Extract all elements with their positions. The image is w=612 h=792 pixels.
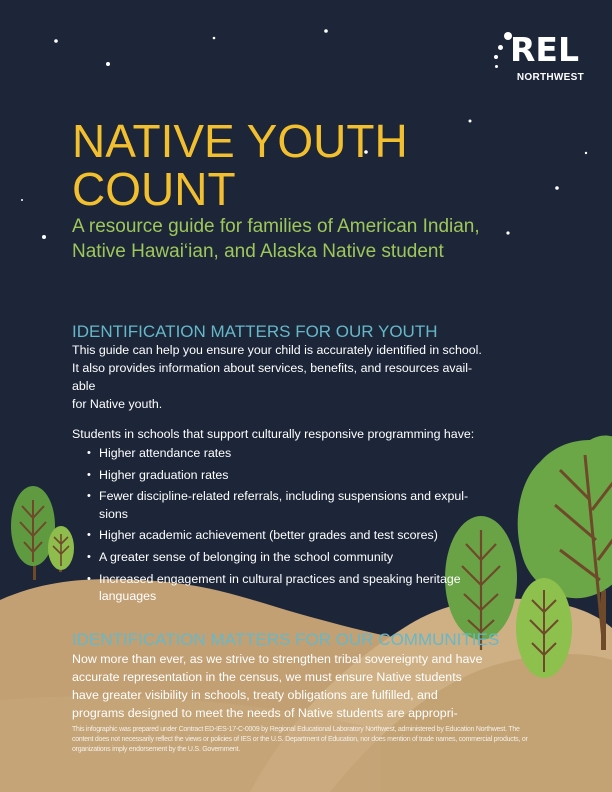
list-item-text: Fewer discipline-related referrals, including suspensions and expul-sions — [99, 489, 469, 521]
list-item — [72, 445, 492, 462]
bullet-icon: • — [87, 490, 91, 503]
list-item — [72, 467, 492, 484]
page-title: NATIVE YOUTH COUNT — [72, 115, 408, 215]
list-item-text: Higher attendance rates — [99, 446, 232, 460]
list-item — [72, 527, 492, 544]
list-item — [72, 488, 492, 522]
list-item — [72, 571, 492, 605]
list-item-text: A greater sense of belonging in the school community — [99, 550, 394, 565]
list-item — [72, 549, 492, 566]
footer-disclaimer: This infographic was prepared under Contract ED-IES-17-C-0009 by Regional Educational Laboratory Northwest, administered by Education Northwest. The content does not necessarily reflect the views or policies of IES or the U.S. Department of Education, nor does mention of trade names, commercial products, or organizations imply endorsement by the U.S. Government. — [72, 726, 528, 753]
body-line: programs designed to meet the needs of Native students are appropri- — [72, 706, 458, 720]
body-line: Now more than ever, as we strive to strengthen tribal sovereignty and have — [72, 652, 483, 666]
left-trees — [11, 486, 74, 580]
intro-line: for Native youth. — [72, 397, 163, 411]
communities-section-heading: IDENTIFICATION MATTERS FOR OUR COMMUNITIES — [72, 630, 500, 649]
list-item-text: Higher graduation rates — [99, 467, 229, 482]
list-item-text: Increased engagement in cultural practices and speaking heritage languages — [99, 571, 461, 603]
youth-intro-paragraph — [72, 341, 492, 413]
intro-line: able — [72, 379, 96, 393]
communities-paragraph — [72, 650, 512, 722]
rel-northwest-logo — [492, 30, 588, 88]
bullet-icon: • — [87, 572, 91, 585]
bullet-icon: • — [87, 529, 91, 542]
list-item-text: Higher academic achievement (better grades and test scores) — [99, 528, 438, 543]
benefits-list — [72, 445, 492, 610]
bullets-lead-text: Students in schools that support culturally responsive programming have: — [72, 427, 475, 441]
body-line: accurate representation in the census, we must ensure Native students — [72, 670, 462, 684]
intro-line: This guide can help you ensure your child is accurately identified in school. — [72, 343, 482, 357]
body-line: have greater visibility in schools, treaty obligations are fulfilled, and — [72, 688, 438, 702]
bullet-icon: • — [87, 468, 91, 481]
logo-wordmark: REL — [510, 30, 579, 69]
bullet-icon: • — [87, 447, 91, 459]
bullet-icon: • — [87, 551, 91, 564]
logo-subtitle: NORTHWEST — [516, 72, 584, 83]
page-subtitle: A resource guide for families of American Indian, Native Hawai‘ian, and Alaska Native student — [72, 216, 480, 262]
intro-line: It also provides information about services, benefits, and resources avail- — [72, 361, 473, 375]
youth-section-heading: IDENTIFICATION MATTERS FOR OUR YOUTH — [72, 322, 438, 341]
